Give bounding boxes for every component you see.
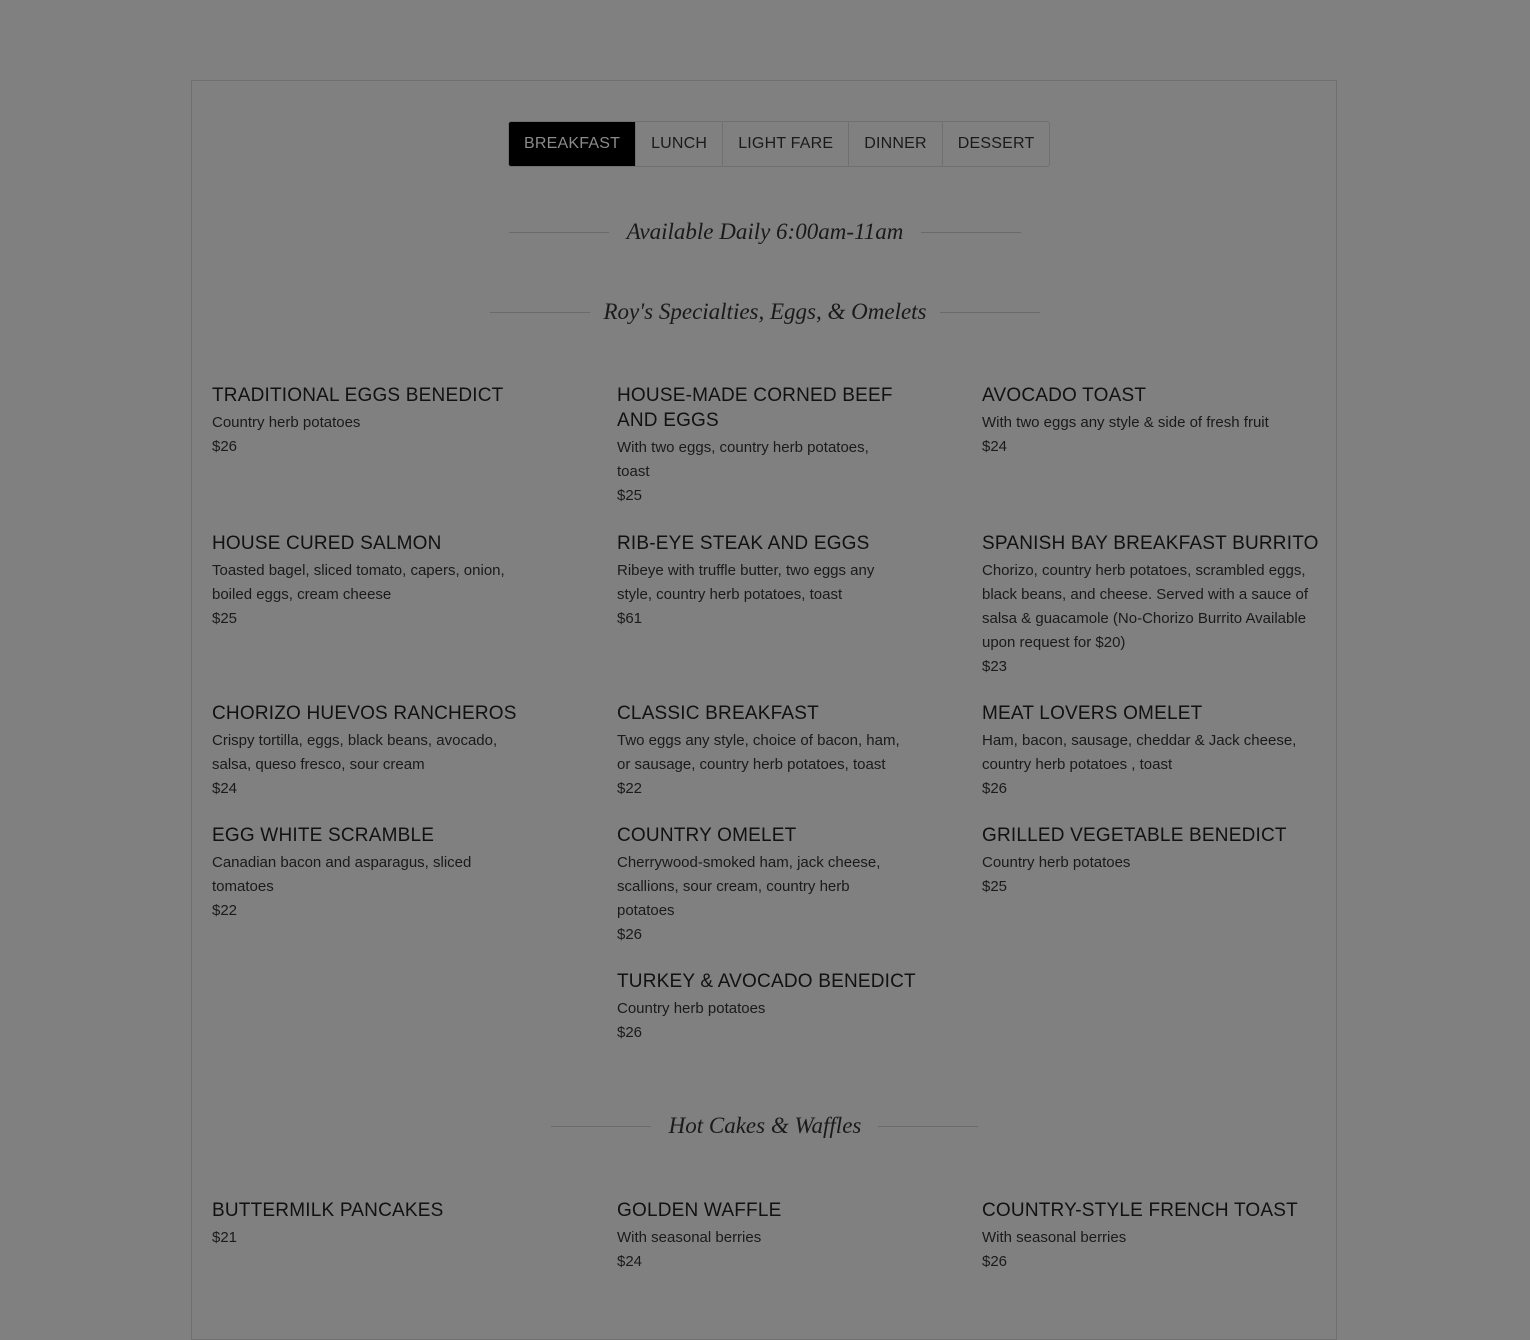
item-name: TRADITIONAL EGGS BENEDICT [212, 385, 504, 406]
item-name: RIB-EYE STEAK AND EGGS [617, 533, 870, 554]
tab-lunch[interactable]: LUNCH [635, 122, 722, 166]
menu-item [212, 823, 532, 923]
item-name: MEAT LOVERS OMELET [982, 703, 1203, 724]
menu-item [617, 823, 902, 947]
item-name: GRILLED VEGETABLE BENEDICT [982, 825, 1287, 846]
item-price: $24 [982, 438, 1008, 455]
divider-line [878, 1126, 978, 1127]
item-name: HOUSE CURED SALMON [212, 533, 442, 554]
section-heading [0, 1113, 1530, 1139]
item-description: Ham, bacon, sausage, cheddar & Jack cheese, country herb potatoes , toast [982, 732, 1297, 773]
item-description: With seasonal berries [617, 1229, 762, 1246]
item-description: Country herb potatoes [212, 414, 361, 431]
item-price: $24 [212, 780, 238, 797]
item-price: $21 [212, 1229, 238, 1246]
menu-item [617, 531, 902, 631]
item-name: COUNTRY-STYLE FRENCH TOAST [982, 1200, 1298, 1221]
item-price: $22 [212, 902, 238, 919]
item-description: Cherrywood-smoked ham, jack cheese, scallions, sour cream, country herb potatoes [617, 854, 881, 919]
item-description: Toasted bagel, sliced tomato, capers, onion, boiled eggs, cream cheese [212, 562, 505, 603]
menu-item [982, 1198, 1322, 1274]
divider-line [921, 232, 1021, 233]
item-name: GOLDEN WAFFLE [617, 1200, 782, 1221]
item-description: With two eggs any style & side of fresh fruit [982, 414, 1269, 431]
item-name: COUNTRY OMELET [617, 825, 797, 846]
menu-item [982, 531, 1322, 679]
item-name: TURKEY & AVOCADO BENEDICT [617, 971, 916, 992]
section-heading [0, 299, 1530, 325]
divider-line [509, 232, 609, 233]
item-description: With two eggs, country herb potatoes, toast [617, 439, 869, 480]
item-price: $22 [617, 780, 643, 797]
item-price: $26 [212, 438, 238, 455]
item-price: $25 [212, 610, 238, 627]
item-price: $61 [617, 610, 643, 627]
item-price: $26 [982, 1253, 1008, 1270]
divider-line [940, 312, 1040, 313]
item-price: $26 [982, 780, 1008, 797]
menu-item [617, 383, 902, 508]
tab-dessert[interactable]: DESSERT [942, 122, 1050, 166]
section-title: Hot Cakes & Waffles [668, 1113, 862, 1138]
divider-line [551, 1126, 651, 1127]
item-price: $24 [617, 1253, 643, 1270]
section-title: Roy's Specialties, Eggs, & Omelets [603, 299, 927, 324]
menu-item [212, 701, 532, 801]
divider-line [490, 312, 590, 313]
item-name: HOUSE-MADE CORNED BEEF AND EGGS [617, 385, 893, 431]
item-price: $26 [617, 1024, 643, 1041]
tab-light-fare[interactable]: LIGHT FARE [722, 122, 848, 166]
item-description: Canadian bacon and asparagus, sliced tomatoes [212, 854, 472, 895]
menu-tabs [508, 121, 1050, 167]
tab-dinner[interactable]: DINNER [848, 122, 942, 166]
item-price: $23 [982, 658, 1008, 675]
menu-item [212, 383, 532, 459]
item-description: Two eggs any style, choice of bacon, ham, or sausage, country herb potatoes, toast [617, 732, 900, 773]
item-description: Country herb potatoes [982, 854, 1131, 871]
item-price: $25 [617, 487, 643, 504]
item-name: CLASSIC BREAKFAST [617, 703, 819, 724]
item-description: Country herb potatoes [617, 1000, 766, 1017]
item-description: Crispy tortilla, eggs, black beans, avocado, salsa, queso fresco, sour cream [212, 732, 498, 773]
menu-item [982, 701, 1322, 801]
menu-item [617, 701, 902, 801]
item-price: $25 [982, 878, 1008, 895]
item-description: Chorizo, country herb potatoes, scrambled eggs, black beans, and cheese. Served with a sauce of salsa & guacamole (No-Chorizo Burrito Available upon request for $20) [982, 562, 1309, 651]
item-description: With seasonal berries [982, 1229, 1127, 1246]
item-name: CHORIZO HUEVOS RANCHEROS [212, 703, 517, 724]
item-description: Ribeye with truffle butter, two eggs any style, country herb potatoes, toast [617, 562, 875, 603]
item-name: EGG WHITE SCRAMBLE [212, 825, 435, 846]
menu-item [617, 969, 917, 1045]
menu-item [212, 531, 532, 631]
item-name: AVOCADO TOAST [982, 385, 1147, 406]
menu-item [617, 1198, 902, 1274]
item-name: SPANISH BAY BREAKFAST BURRITO [982, 533, 1319, 554]
item-price: $26 [617, 926, 643, 943]
menu-item [982, 823, 1322, 899]
menu-item [212, 1198, 532, 1250]
item-name: BUTTERMILK PANCAKES [212, 1200, 444, 1221]
availability-heading [0, 219, 1530, 245]
availability-text: Available Daily 6:00am-11am [626, 219, 904, 244]
menu-item [982, 383, 1322, 459]
tab-breakfast[interactable]: BREAKFAST [509, 122, 635, 166]
